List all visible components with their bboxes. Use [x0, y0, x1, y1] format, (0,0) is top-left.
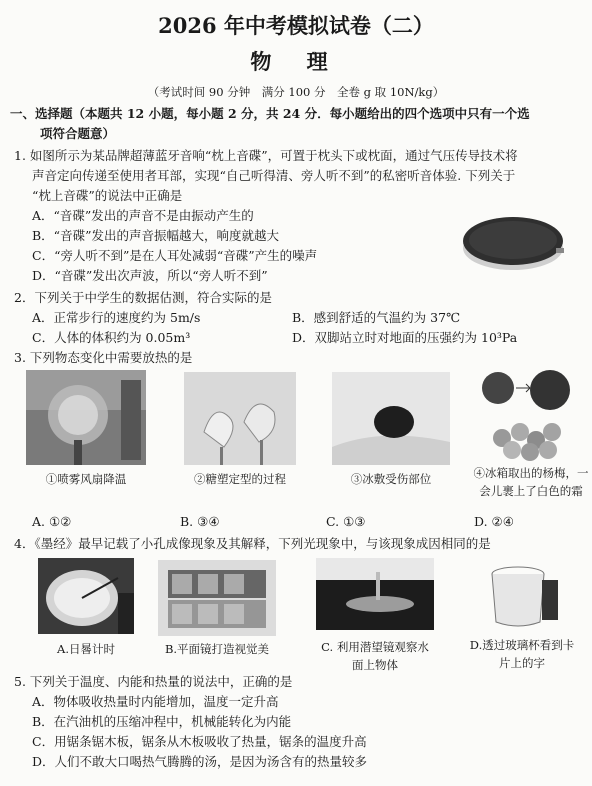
q3-caption-2: ②糖塑定型的过程 [194, 472, 286, 486]
sundial-photo [38, 558, 134, 634]
q3-option-c: C. ①③ [326, 514, 366, 529]
q2-option-d: D．双脚站立时对地面的压强约为 10³Pa [292, 330, 518, 345]
q3-option-a: A. ①② [32, 514, 72, 529]
section-title: 一、选择题（本题共 12 小题，每小题 2 分，共 24 分．每小题给出的四个选项中只有一个选 [10, 106, 530, 121]
q3-stem: 3. 下列物态变化中需要放热的是 [14, 350, 193, 365]
spray-fan-photo [26, 370, 146, 465]
q1-option-d: D．“音碟”发出次声波，所以“旁人听不到” [32, 268, 268, 283]
paper-title: 2026 年中考模拟试卷（二） [158, 13, 434, 38]
q1-option-b: B．“音碟”发出的声音振幅越大，响度就越大 [32, 228, 279, 243]
section-title-cont: 项符合题意） [40, 126, 116, 141]
q4-caption-b: B.平面镜打造视觉美 [164, 642, 270, 656]
q4-caption-c: C. 利用潜望镜观察水面上物体 [321, 640, 429, 672]
q5-option-c: C．用锯条锯木板，锯条从木板吸收了热量，锯条的温度升高 [32, 734, 367, 749]
glass-cup-photo [480, 560, 560, 632]
q3-option-b: B. ③④ [180, 514, 220, 529]
q1-stem-line3: “枕上音碟”的说法中正确是 [32, 188, 183, 203]
q4-stem: 4．《墨经》最早记载了小孔成像现象及其解释，下列光现象中，与该现象成因相同的是 [14, 536, 491, 551]
bayberry-photo [476, 366, 586, 462]
q4-caption-d: D.透过玻璃杯看到卡片上的字 [469, 638, 575, 670]
q2-option-c: C．人体的体积约为 0.05m³ [32, 330, 191, 345]
speaker-image [458, 208, 568, 274]
q5-option-b: B．在汽油机的压缩冲程中，机械能转化为内能 [32, 714, 292, 729]
subject-title: 物 理 [250, 49, 342, 74]
q1-option-c: C．“旁人听不到”是在人耳处减弱“音碟”产生的噪声 [32, 248, 318, 263]
q1-option-a: A．“音碟”发出的声音不是由振动产生的 [32, 208, 254, 223]
q1-stem-line2: 声音定向传递至使用者耳部，实现“自己听得清、旁人听不到”的私密听音体验. 下列关于 [32, 168, 516, 183]
q4-caption-a: A.日晷计时 [57, 642, 115, 656]
q2-stem: 2．下列关于中学生的数据估测，符合实际的是 [14, 290, 272, 305]
sugar-sculpture-photo [184, 372, 296, 465]
periscope-photo [316, 558, 434, 630]
q5-option-a: A．物体吸收热量时内能增加，温度一定升高 [32, 694, 279, 709]
q3-caption-4: ④冰箱取出的杨梅，一会儿裹上了白色的霜 [473, 466, 589, 498]
q2-option-a: A．正常步行的速度约为 5m/s [32, 310, 201, 325]
q1-stem-line1: 1. 如图所示为某品牌超薄蓝牙音响“枕上音碟”，可置于枕头下或枕面，通过气压传导技术将 [14, 148, 518, 163]
q2-option-b: B．感到舒适的气温约为 37℃ [292, 310, 461, 325]
q3-option-d: D. ②④ [474, 514, 514, 529]
q5-stem: 5. 下列关于温度、内能和热量的说法中，正确的是 [14, 674, 293, 689]
q5-option-d: D．人们不敢大口喝热气腾腾的汤，是因为汤含有的热量较多 [32, 754, 368, 769]
q3-caption-3: ③冰敷受伤部位 [350, 472, 432, 486]
q3-caption-1: ①喷雾风扇降温 [45, 472, 127, 486]
exam-info: （考试时间 90 分钟 满分 100 分 全卷 g 取 10N/kg） [147, 85, 445, 99]
ice-pack-photo [332, 372, 450, 465]
mirror-building-photo [158, 560, 276, 636]
